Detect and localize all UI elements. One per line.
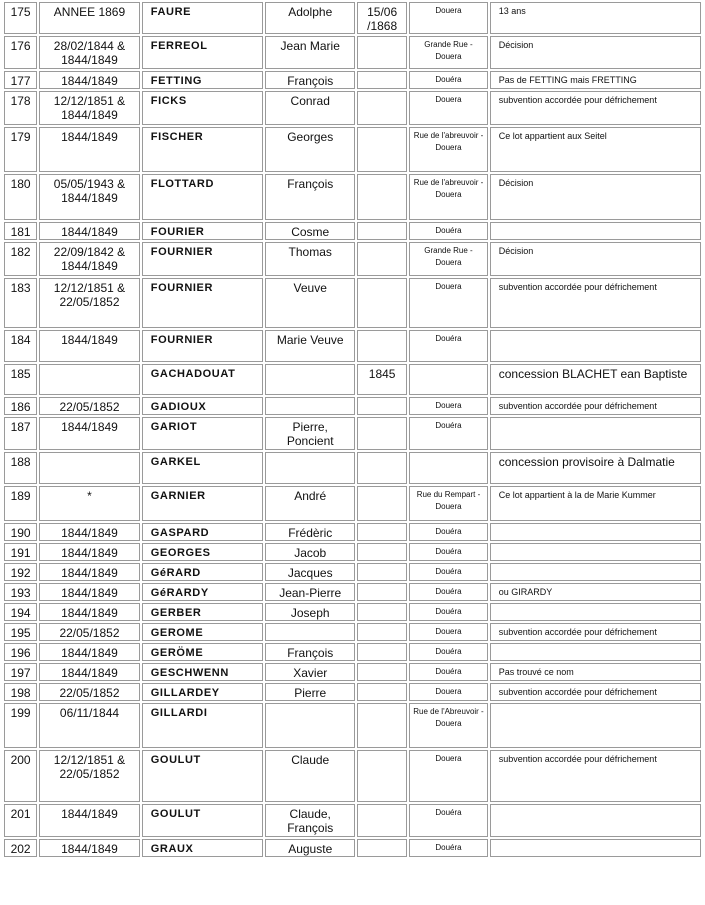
table-row xyxy=(4,36,701,69)
table-row xyxy=(4,623,701,641)
note-cell: subvention accordée pour défrichement xyxy=(490,683,701,701)
firstname-cell: André xyxy=(265,486,355,521)
place-cell: Rue de l'abreuvoir - Douera xyxy=(409,174,487,220)
place-cell: Douera xyxy=(409,623,487,641)
year-cell xyxy=(357,222,407,240)
date-cell xyxy=(39,364,140,395)
table-row xyxy=(4,523,701,541)
date-cell: 1844/1849 xyxy=(39,71,140,89)
date-cell: 05/05/1943 & 1844/1849 xyxy=(39,174,140,220)
surname-cell: FERREOL xyxy=(142,36,264,69)
surname-cell: GADIOUX xyxy=(142,397,264,415)
date-cell: 06/11/1844 xyxy=(39,703,140,748)
row-number: 198 xyxy=(4,683,37,701)
place-cell: Rue du Rempart - Douera xyxy=(409,486,487,521)
firstname-cell: Thomas xyxy=(265,242,355,276)
date-cell: 22/05/1852 xyxy=(39,623,140,641)
surname-cell: GESCHWENN xyxy=(142,663,264,681)
note-cell: Ce lot appartient aux Seitel xyxy=(490,127,701,172)
date-cell: 1844/1849 xyxy=(39,127,140,172)
note-cell: subvention accordée pour défrichement xyxy=(490,278,701,328)
firstname-cell: François xyxy=(265,643,355,661)
table-row xyxy=(4,242,701,276)
table-row xyxy=(4,417,701,450)
place-cell: Douéra xyxy=(409,222,487,240)
place-cell: Rue de l'abreuvoir - Douera xyxy=(409,127,487,172)
table-row xyxy=(4,839,701,857)
surname-cell: GERBER xyxy=(142,603,264,621)
date-cell: 22/09/1842 & 1844/1849 xyxy=(39,242,140,276)
surname-cell: GARNIER xyxy=(142,486,264,521)
date-cell: 1844/1849 xyxy=(39,222,140,240)
place-cell: Douéra xyxy=(409,603,487,621)
date-cell: 22/05/1852 xyxy=(39,683,140,701)
row-number: 197 xyxy=(4,663,37,681)
row-number: 186 xyxy=(4,397,37,415)
year-cell xyxy=(357,663,407,681)
table-row xyxy=(4,91,701,125)
year-cell xyxy=(357,397,407,415)
place-cell: Douéra xyxy=(409,663,487,681)
firstname-cell xyxy=(265,397,355,415)
year-cell xyxy=(357,683,407,701)
note-cell xyxy=(490,523,701,541)
surname-cell: GARKEL xyxy=(142,452,264,484)
date-cell: 1844/1849 xyxy=(39,523,140,541)
firstname-cell: Veuve xyxy=(265,278,355,328)
row-number: 177 xyxy=(4,71,37,89)
year-cell xyxy=(357,563,407,581)
table-row xyxy=(4,486,701,521)
row-number: 195 xyxy=(4,623,37,641)
date-cell: * xyxy=(39,486,140,521)
firstname-cell: François xyxy=(265,174,355,220)
surname-cell: GEROME xyxy=(142,623,264,641)
date-cell: 12/12/1851 & 1844/1849 xyxy=(39,91,140,125)
table-row xyxy=(4,583,701,601)
row-number: 180 xyxy=(4,174,37,220)
table-row xyxy=(4,127,701,172)
year-cell xyxy=(357,804,407,837)
note-cell: Décision xyxy=(490,174,701,220)
date-cell: 22/05/1852 xyxy=(39,397,140,415)
surname-cell: FLOTTARD xyxy=(142,174,264,220)
surname-cell: GARIOT xyxy=(142,417,264,450)
place-cell: Grande Rue - Douera xyxy=(409,36,487,69)
table-row xyxy=(4,543,701,561)
surname-cell: FOURNIER xyxy=(142,330,264,362)
note-cell xyxy=(490,643,701,661)
surname-cell: FAURE xyxy=(142,2,264,34)
surname-cell: GACHADOUAT xyxy=(142,364,264,395)
note-cell: subvention accordée pour défrichement xyxy=(490,91,701,125)
note-cell: ou GIRARDY xyxy=(490,583,701,601)
table-row xyxy=(4,397,701,415)
firstname-cell xyxy=(265,452,355,484)
year-cell: 1845 xyxy=(357,364,407,395)
place-cell: Douéra xyxy=(409,71,487,89)
note-cell: subvention accordée pour défrichement xyxy=(490,623,701,641)
year-cell xyxy=(357,36,407,69)
place-cell: Rue de l'Abreuvoir - Douera xyxy=(409,703,487,748)
note-cell: 13 ans xyxy=(490,2,701,34)
note-cell xyxy=(490,603,701,621)
surname-cell: GéRARD xyxy=(142,563,264,581)
firstname-cell: Auguste xyxy=(265,839,355,857)
place-cell: Douéra xyxy=(409,643,487,661)
table-row xyxy=(4,563,701,581)
table-row xyxy=(4,804,701,837)
table-row xyxy=(4,330,701,362)
row-number: 190 xyxy=(4,523,37,541)
table-row xyxy=(4,703,701,748)
place-cell: Douéra xyxy=(409,583,487,601)
firstname-cell: Cosme xyxy=(265,222,355,240)
surname-cell: GILLARDI xyxy=(142,703,264,748)
surname-cell: GOULUT xyxy=(142,750,264,802)
table-row xyxy=(4,452,701,484)
row-number: 194 xyxy=(4,603,37,621)
place-cell: Douera xyxy=(409,397,487,415)
surname-cell: FOURNIER xyxy=(142,278,264,328)
date-cell xyxy=(39,452,140,484)
date-cell: 1844/1849 xyxy=(39,583,140,601)
firstname-cell: Pierre xyxy=(265,683,355,701)
row-number: 179 xyxy=(4,127,37,172)
table-row xyxy=(4,750,701,802)
note-cell xyxy=(490,839,701,857)
place-cell: Douéra xyxy=(409,839,487,857)
table-row xyxy=(4,222,701,240)
row-number: 181 xyxy=(4,222,37,240)
place-cell: Douéra xyxy=(409,523,487,541)
firstname-cell: Conrad xyxy=(265,91,355,125)
note-cell xyxy=(490,330,701,362)
surname-cell: FOURNIER xyxy=(142,242,264,276)
table-body xyxy=(4,2,701,857)
firstname-cell: Xavier xyxy=(265,663,355,681)
year-cell xyxy=(357,452,407,484)
table-row xyxy=(4,364,701,395)
year-cell xyxy=(357,839,407,857)
surname-cell: GASPARD xyxy=(142,523,264,541)
firstname-cell xyxy=(265,364,355,395)
firstname-cell xyxy=(265,623,355,641)
row-number: 184 xyxy=(4,330,37,362)
note-cell: Pas de FETTING mais FRETTING xyxy=(490,71,701,89)
place-cell: Douera xyxy=(409,750,487,802)
table-row xyxy=(4,2,701,34)
note-cell: Pas trouvé ce nom xyxy=(490,663,701,681)
year-cell xyxy=(357,91,407,125)
row-number: 192 xyxy=(4,563,37,581)
row-number: 176 xyxy=(4,36,37,69)
row-number: 202 xyxy=(4,839,37,857)
note-cell: subvention accordée pour défrichement xyxy=(490,750,701,802)
row-number: 183 xyxy=(4,278,37,328)
surname-cell: GERÖME xyxy=(142,643,264,661)
date-cell: 1844/1849 xyxy=(39,563,140,581)
year-cell: 15/06 /1868 xyxy=(357,2,407,34)
date-cell: 1844/1849 xyxy=(39,643,140,661)
row-number: 178 xyxy=(4,91,37,125)
firstname-cell: Jacob xyxy=(265,543,355,561)
table-row xyxy=(4,278,701,328)
year-cell xyxy=(357,417,407,450)
firstname-cell: Georges xyxy=(265,127,355,172)
table-row xyxy=(4,643,701,661)
row-number: 191 xyxy=(4,543,37,561)
surname-cell: GéRARDY xyxy=(142,583,264,601)
place-cell: Douéra xyxy=(409,330,487,362)
year-cell xyxy=(357,71,407,89)
year-cell xyxy=(357,242,407,276)
firstname-cell: Marie Veuve xyxy=(265,330,355,362)
place-cell: Douéra xyxy=(409,417,487,450)
year-cell xyxy=(357,174,407,220)
date-cell: 1844/1849 xyxy=(39,330,140,362)
table-row xyxy=(4,683,701,701)
year-cell xyxy=(357,703,407,748)
date-cell: 12/12/1851 & 22/05/1852 xyxy=(39,278,140,328)
date-cell: 1844/1849 xyxy=(39,663,140,681)
firstname-cell: Claude xyxy=(265,750,355,802)
firstname-cell: Claude, François xyxy=(265,804,355,837)
note-cell xyxy=(490,703,701,748)
note-cell: concession BLACHET ean Baptiste xyxy=(490,364,701,395)
firstname-cell: Jean-Pierre xyxy=(265,583,355,601)
date-cell: ANNEE 1869 xyxy=(39,2,140,34)
year-cell xyxy=(357,523,407,541)
place-cell: Douéra xyxy=(409,804,487,837)
row-number: 196 xyxy=(4,643,37,661)
surname-cell: FICKS xyxy=(142,91,264,125)
note-cell xyxy=(490,543,701,561)
table-row xyxy=(4,174,701,220)
date-cell: 1844/1849 xyxy=(39,417,140,450)
table-row xyxy=(4,71,701,89)
year-cell xyxy=(357,330,407,362)
place-cell: Douéra xyxy=(409,543,487,561)
year-cell xyxy=(357,750,407,802)
surname-cell: GILLARDEY xyxy=(142,683,264,701)
year-cell xyxy=(357,127,407,172)
year-cell xyxy=(357,278,407,328)
row-number: 187 xyxy=(4,417,37,450)
date-cell: 1844/1849 xyxy=(39,804,140,837)
year-cell xyxy=(357,583,407,601)
surname-cell: FOURIER xyxy=(142,222,264,240)
note-cell xyxy=(490,563,701,581)
surname-cell: GEORGES xyxy=(142,543,264,561)
date-cell: 12/12/1851 & 22/05/1852 xyxy=(39,750,140,802)
year-cell xyxy=(357,623,407,641)
date-cell: 28/02/1844 & 1844/1849 xyxy=(39,36,140,69)
row-number: 189 xyxy=(4,486,37,521)
firstname-cell: François xyxy=(265,71,355,89)
note-cell xyxy=(490,222,701,240)
row-number: 199 xyxy=(4,703,37,748)
surname-cell: FISCHER xyxy=(142,127,264,172)
place-cell: Douéra xyxy=(409,563,487,581)
note-cell xyxy=(490,417,701,450)
year-cell xyxy=(357,486,407,521)
place-cell: Douera xyxy=(409,683,487,701)
date-cell: 1844/1849 xyxy=(39,839,140,857)
note-cell: concession provisoire à Dalmatie xyxy=(490,452,701,484)
registry-table xyxy=(2,0,703,859)
row-number: 201 xyxy=(4,804,37,837)
firstname-cell xyxy=(265,703,355,748)
firstname-cell: Joseph xyxy=(265,603,355,621)
place-cell xyxy=(409,452,487,484)
place-cell xyxy=(409,364,487,395)
row-number: 175 xyxy=(4,2,37,34)
note-cell: Décision xyxy=(490,242,701,276)
note-cell: subvention accordée pour défrichement xyxy=(490,397,701,415)
surname-cell: GOULUT xyxy=(142,804,264,837)
row-number: 182 xyxy=(4,242,37,276)
table-row xyxy=(4,663,701,681)
row-number: 193 xyxy=(4,583,37,601)
year-cell xyxy=(357,643,407,661)
year-cell xyxy=(357,603,407,621)
date-cell: 1844/1849 xyxy=(39,543,140,561)
surname-cell: GRAUX xyxy=(142,839,264,857)
place-cell: Douera xyxy=(409,2,487,34)
firstname-cell: Jacques xyxy=(265,563,355,581)
date-cell: 1844/1849 xyxy=(39,603,140,621)
firstname-cell: Adolphe xyxy=(265,2,355,34)
note-cell: Ce lot appartient à la de Marie Kummer xyxy=(490,486,701,521)
row-number: 200 xyxy=(4,750,37,802)
table-row xyxy=(4,603,701,621)
row-number: 185 xyxy=(4,364,37,395)
note-cell xyxy=(490,804,701,837)
firstname-cell: Pierre, Poncient xyxy=(265,417,355,450)
year-cell xyxy=(357,543,407,561)
place-cell: Douera xyxy=(409,91,487,125)
row-number: 188 xyxy=(4,452,37,484)
place-cell: Douera xyxy=(409,278,487,328)
surname-cell: FETTING xyxy=(142,71,264,89)
note-cell: Décision xyxy=(490,36,701,69)
place-cell: Grande Rue - Douera xyxy=(409,242,487,276)
firstname-cell: Jean Marie xyxy=(265,36,355,69)
firstname-cell: Frédèric xyxy=(265,523,355,541)
